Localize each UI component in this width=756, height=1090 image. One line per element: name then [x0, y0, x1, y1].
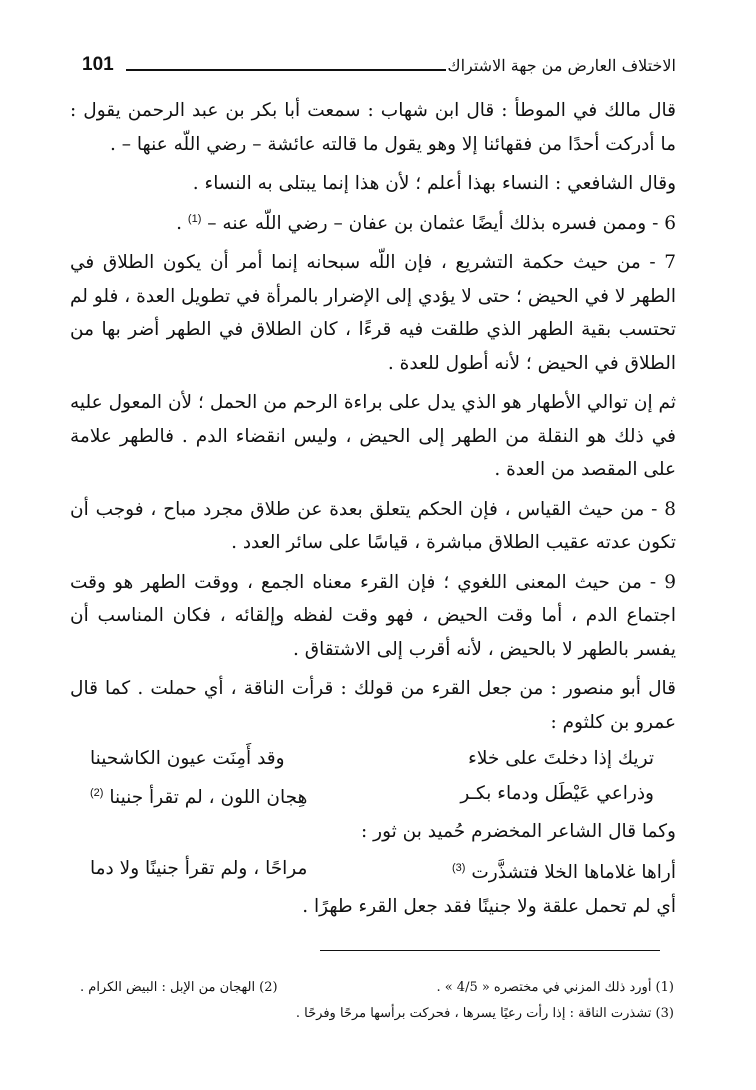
- running-title: الاختلاف العارض من جهة الاشتراك: [447, 56, 676, 75]
- paragraph-abu-mansur: قال أبو منصور : من جعل القرء من قولك : قرأت الناقة ، أي حملت . كما قال عمرو بن كلثوم :: [70, 678, 676, 733]
- paragraph-shafii: وقال الشافعي : النساء بهذا أعلم ؛ لأن هذا إنما يبتلى به النساء .: [192, 173, 676, 194]
- paragraph-conclusion: أي لم تحمل علقة ولا جنينًا فقد جعل القرء طهرًا .: [302, 895, 676, 917]
- verse-hemistich-with-footnote: [90, 776, 307, 815]
- verse-humayd: [70, 851, 676, 890]
- page-number: 101: [82, 54, 114, 75]
- footnote-separator: [320, 950, 660, 951]
- page-body: [70, 94, 676, 929]
- verse-hemistich-with-footnote: [452, 851, 676, 890]
- footnote-marker-3: (3): [451, 861, 466, 874]
- footnote-1: (1) أورد ذلك المزني في مختصره « 4/5 » .: [436, 980, 674, 995]
- paragraph-humayd-intro: وكما قال الشاعر المخضرم حُميد بن ثور :: [361, 821, 676, 843]
- paragraph-purity: ثم إن توالي الأطهار هو الذي يدل على براءة الرحم من الحمل ؛ لأن المعول عليه في ذلك هو النقلة من الطهر إلى الحيض ، وليس انقضاء الدم . فالطهر علامة على المقصد من العدة .: [70, 392, 676, 481]
- verse-hemistich: أراها غلاماها الخلا فتشذَّرت: [471, 861, 676, 883]
- footnote-marker-1: (1): [187, 212, 202, 225]
- footnote-2: (2) الهجان من الإبل : البيض الكرام .: [80, 980, 278, 995]
- verse-amr-line-1: [70, 741, 676, 776]
- point-6-text: 6 - وممن فسره بذلك أيضًا عثمان بن عفان – رضي اللّه عنه –: [207, 212, 676, 234]
- paragraph-point-7: 7 - من حيث حكمة التشريع ، فإن اللّه سبحانه إنما أمر أن يكون الطلاق في الطهر لا في الحيض ؛ حتى لا يؤدي إلى الإضرار بالمرأة في تطويل العدة ، فلو لم تحتسب بقية الطهر الذي طلقت فيه قرءًا ، كان الطلاق في الطهر أضر بها من الطلاق في الحيض ؛ لأنه أطول للعدة .: [70, 252, 676, 374]
- footnote-3: (3) تشذرت الناقة : إذا رأت رعيًا يسرها ، فحركت برأسها مرحًا وفرحًا .: [295, 1006, 674, 1021]
- verse-hemistich: وذراعي عَيْطَل ودماء بكـر: [460, 783, 654, 805]
- paragraph-point-8: 8 - من حيث القياس ، فإن الحكم يتعلق بعدة عن طلاق مجرد مباح ، فوجب أن تكون عدته عقيب الطلاق مباشرة ، قياسًا على سائر العدد .: [70, 498, 676, 554]
- footnote-row: [80, 975, 674, 1001]
- verse-hemistich: تريك إذا دخلتَ على خلاء: [468, 748, 654, 770]
- verse-hemistich: مراحًا ، ولم تقرأ جنينًا ولا دما: [90, 857, 308, 879]
- footnote-row: [80, 1001, 674, 1027]
- paragraph-point-9: 9 - من حيث المعنى اللغوي ؛ فإن القرء معناه الجمع ، ووقت الطهر هو وقت اجتماع الدم ، أما وقت الحيض ، فهو وقت لفظه وإلقائه ، فكان المناسب أن يفسر بالطهر لا بالحيض ، لأنه أقرب إلى الاشتقاق .: [70, 571, 676, 660]
- paragraph-point-6: 6 - وممن فسره بذلك أيضًا عثمان بن عفان – رضي اللّه عنه – $^{(1)}$ .: [176, 212, 676, 234]
- header-rule: [126, 69, 446, 71]
- verse-amr-line-2: [70, 776, 676, 815]
- page-header: [82, 56, 676, 82]
- verse-hemistich: هِجان اللون ، لم تقرأ جنينا: [109, 787, 308, 809]
- paragraph-malik: قال مالك في الموطأ : قال ابن شهاب : سمعت أبا بكر بن عبد الرحمن يقول : ما أدركت أحدًا من فقهائنا إلا وهو يقول ما قالته عائشة – رضي اللّه عنها – .: [70, 100, 676, 155]
- footnotes: [80, 975, 674, 1027]
- footnote-marker-2: (2): [90, 787, 104, 800]
- verse-hemistich: وقد أَمِنَت عيون الكاشحينا: [90, 748, 285, 770]
